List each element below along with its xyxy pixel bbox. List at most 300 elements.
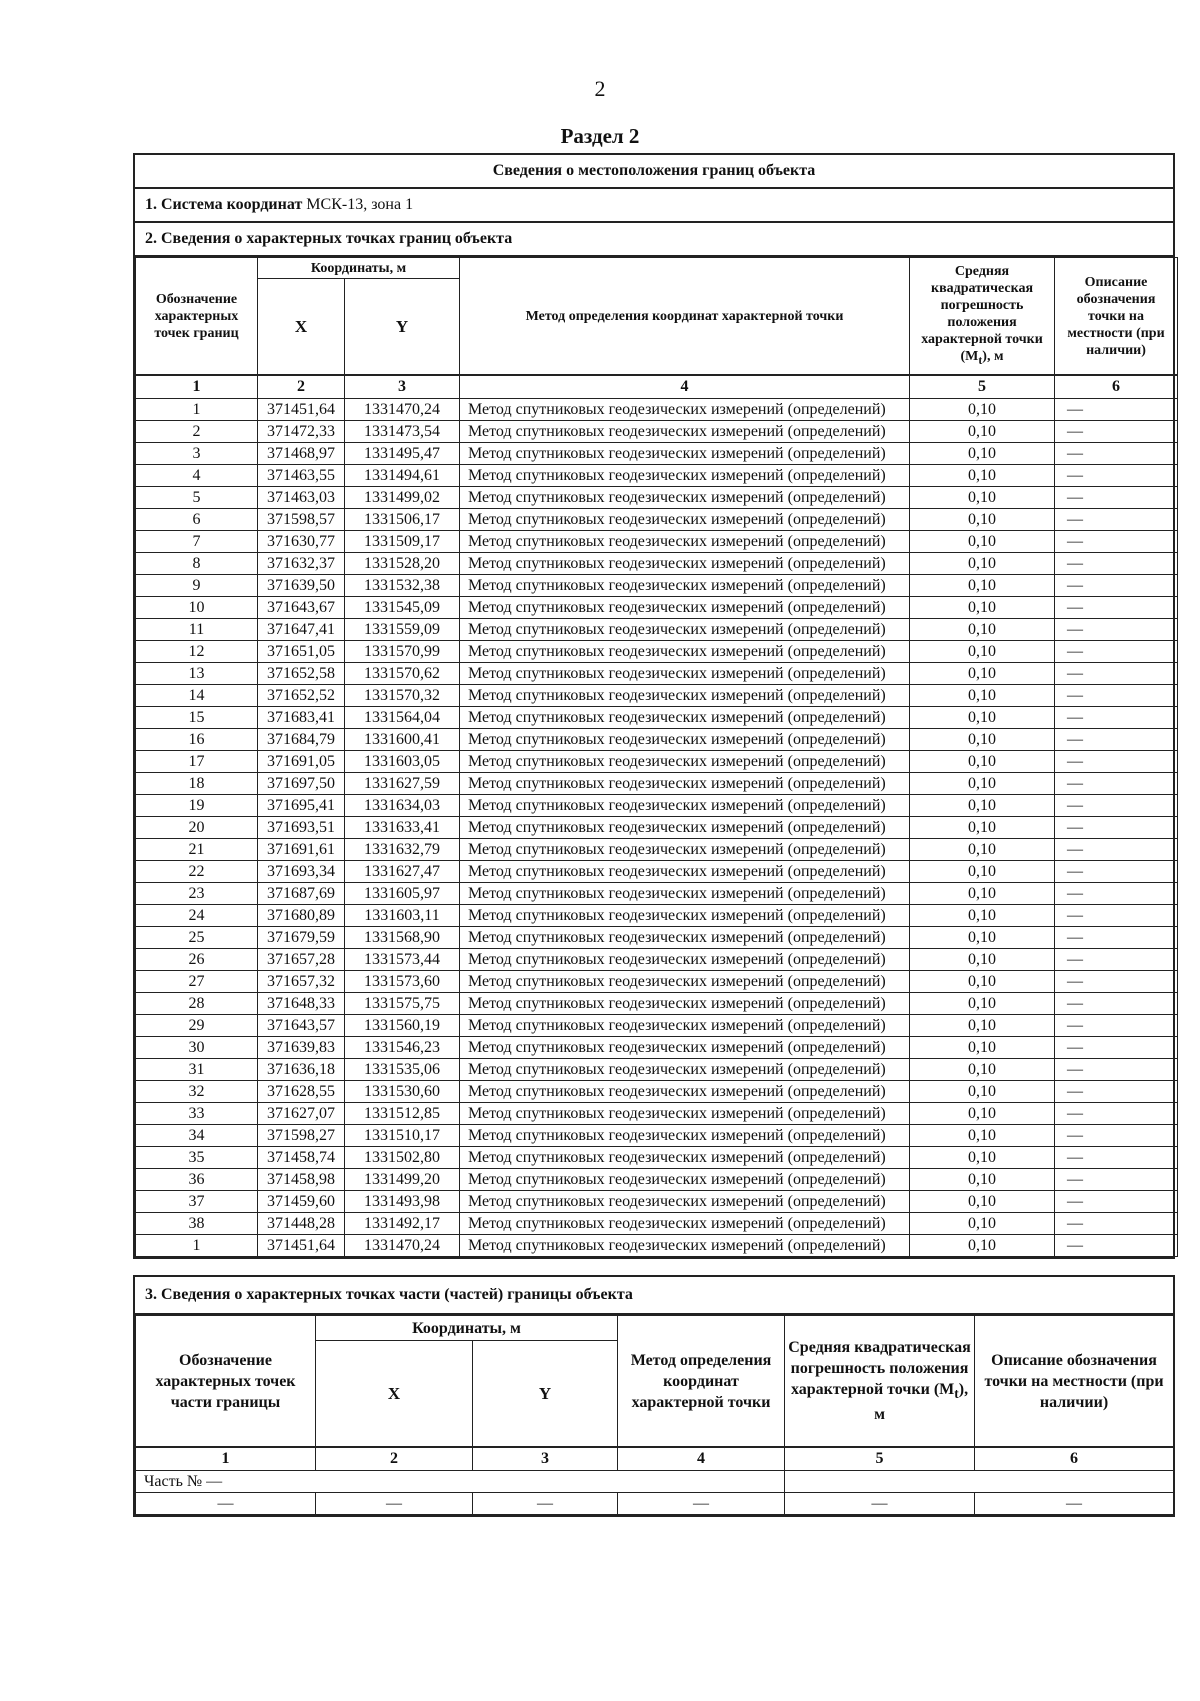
table-row — [136, 707, 1178, 729]
point-id: 1 — [136, 1235, 258, 1257]
point-method: Метод спутниковых геодезических измерений (определений) — [460, 839, 910, 861]
point-description: — — [1055, 883, 1178, 905]
point-accuracy: 0,10 — [910, 1147, 1055, 1169]
point-id: 28 — [136, 993, 258, 1015]
point-method: Метод спутниковых геодезических измерений (определений) — [460, 1125, 910, 1147]
point-method: Метод спутниковых геодезических измерений (определений) — [460, 1235, 910, 1257]
table-row — [136, 1147, 1178, 1169]
header-method: Метод определения координат характерной точки — [460, 258, 910, 376]
header-designation: Обозначение характерных точек границ — [136, 258, 258, 376]
point-method: Метод спутниковых геодезических измерений (определений) — [460, 553, 910, 575]
table-row — [136, 685, 1178, 707]
table-row — [136, 795, 1178, 817]
parts-column-numbers-row — [136, 1447, 1174, 1471]
header-accuracy: Средняя квадратическая погрешность положения характерной точки $(M_t)$, м — [910, 258, 1055, 376]
table-row — [136, 575, 1178, 597]
point-x: 371697,50 — [258, 773, 345, 795]
point-id: 12 — [136, 641, 258, 663]
point-y: 1331499,20 — [345, 1169, 460, 1191]
point-description: — — [1055, 443, 1178, 465]
point-id: 36 — [136, 1169, 258, 1191]
point-x: 371472,33 — [258, 421, 345, 443]
point-accuracy: 0,10 — [910, 905, 1055, 927]
point-id: 8 — [136, 553, 258, 575]
point-x: 371459,60 — [258, 1191, 345, 1213]
point-accuracy: 0,10 — [910, 1037, 1055, 1059]
col-number: 5 — [910, 375, 1055, 399]
point-description: — — [1055, 1081, 1178, 1103]
point-method: Метод спутниковых геодезических измерений (определений) — [460, 795, 910, 817]
point-y: 1331570,99 — [345, 641, 460, 663]
table-row — [136, 773, 1178, 795]
point-id: 17 — [136, 751, 258, 773]
coord-system-value: МСК-13, зона 1 — [306, 196, 414, 213]
point-y: 1331502,80 — [345, 1147, 460, 1169]
column-numbers-row — [136, 375, 1178, 399]
point-accuracy: 0,10 — [910, 1059, 1055, 1081]
point-id: 20 — [136, 817, 258, 839]
point-y: 1331535,06 — [345, 1059, 460, 1081]
point-id: 30 — [136, 1037, 258, 1059]
point-x: 371643,67 — [258, 597, 345, 619]
point-method: Метод спутниковых геодезических измерений (определений) — [460, 707, 910, 729]
point-x: 371679,59 — [258, 927, 345, 949]
point-accuracy: 0,10 — [910, 1103, 1055, 1125]
point-x: 371628,55 — [258, 1081, 345, 1103]
parts-table — [135, 1315, 1174, 1515]
point-description: — — [1055, 685, 1178, 707]
table-row — [136, 443, 1178, 465]
point-method: Метод спутниковых геодезических измерений (определений) — [460, 509, 910, 531]
point-description: — — [1055, 949, 1178, 971]
point-accuracy: 0,10 — [910, 531, 1055, 553]
table-row — [136, 619, 1178, 641]
table-row — [136, 1235, 1178, 1257]
point-x: 371632,37 — [258, 553, 345, 575]
point-id: 16 — [136, 729, 258, 751]
point-accuracy: 0,10 — [910, 399, 1055, 421]
table-row — [136, 905, 1178, 927]
parts-header-x: X — [316, 1341, 473, 1448]
col-number: 1 — [136, 375, 258, 399]
point-x: 371451,64 — [258, 1235, 345, 1257]
point-method: Метод спутниковых геодезических измерений (определений) — [460, 817, 910, 839]
point-description: — — [1055, 817, 1178, 839]
point-id: 6 — [136, 509, 258, 531]
point-description: — — [1055, 641, 1178, 663]
point-accuracy: 0,10 — [910, 751, 1055, 773]
table-row — [136, 839, 1178, 861]
point-x: 371652,52 — [258, 685, 345, 707]
point-description: — — [1055, 795, 1178, 817]
table-row — [136, 487, 1178, 509]
point-accuracy: 0,10 — [910, 421, 1055, 443]
point-y: 1331528,20 — [345, 553, 460, 575]
point-method: Метод спутниковых геодезических измерений (определений) — [460, 883, 910, 905]
dash-cell: — — [975, 1493, 1174, 1515]
point-accuracy: 0,10 — [910, 1169, 1055, 1191]
point-y: 1331510,17 — [345, 1125, 460, 1147]
point-description: — — [1055, 1213, 1178, 1235]
coord-system-row — [135, 189, 1173, 223]
point-description: — — [1055, 707, 1178, 729]
point-y: 1331559,09 — [345, 619, 460, 641]
parts-info-block — [133, 1275, 1175, 1517]
point-x: 371687,69 — [258, 883, 345, 905]
point-x: 371683,41 — [258, 707, 345, 729]
table-row — [136, 993, 1178, 1015]
point-description: — — [1055, 553, 1178, 575]
point-id: 2 — [136, 421, 258, 443]
point-id: 10 — [136, 597, 258, 619]
point-accuracy: 0,10 — [910, 839, 1055, 861]
point-id: 21 — [136, 839, 258, 861]
point-accuracy: 0,10 — [910, 861, 1055, 883]
table-row — [136, 883, 1178, 905]
col-number: 2 — [258, 375, 345, 399]
point-id: 33 — [136, 1103, 258, 1125]
point-accuracy: 0,10 — [910, 927, 1055, 949]
point-description: — — [1055, 1147, 1178, 1169]
point-y: 1331573,60 — [345, 971, 460, 993]
parts-dash-row — [136, 1493, 1174, 1515]
point-x: 371468,97 — [258, 443, 345, 465]
point-x: 371652,58 — [258, 663, 345, 685]
point-method: Метод спутниковых геодезических измерений (определений) — [460, 751, 910, 773]
point-method: Метод спутниковых геодезических измерений (определений) — [460, 1191, 910, 1213]
point-description: — — [1055, 861, 1178, 883]
point-y: 1331632,79 — [345, 839, 460, 861]
table-row — [136, 1103, 1178, 1125]
point-y: 1331603,05 — [345, 751, 460, 773]
point-method: Метод спутниковых геодезических измерений (определений) — [460, 597, 910, 619]
point-x: 371458,98 — [258, 1169, 345, 1191]
points-table — [135, 257, 1178, 1257]
point-id: 1 — [136, 399, 258, 421]
point-id: 4 — [136, 465, 258, 487]
point-accuracy: 0,10 — [910, 949, 1055, 971]
point-x: 371643,57 — [258, 1015, 345, 1037]
point-id: 37 — [136, 1191, 258, 1213]
table-row — [136, 817, 1178, 839]
point-id: 26 — [136, 949, 258, 971]
point-accuracy: 0,10 — [910, 1081, 1055, 1103]
point-x: 371639,83 — [258, 1037, 345, 1059]
point-y: 1331506,17 — [345, 509, 460, 531]
point-accuracy: 0,10 — [910, 553, 1055, 575]
header-coords: Координаты, м — [258, 258, 460, 279]
point-y: 1331545,09 — [345, 597, 460, 619]
point-description: — — [1055, 1015, 1178, 1037]
point-y: 1331633,41 — [345, 817, 460, 839]
point-id: 38 — [136, 1213, 258, 1235]
point-description: — — [1055, 773, 1178, 795]
point-description: — — [1055, 509, 1178, 531]
point-method: Метод спутниковых геодезических измерений (определений) — [460, 399, 910, 421]
point-y: 1331509,17 — [345, 531, 460, 553]
point-x: 371639,50 — [258, 575, 345, 597]
table-row — [136, 971, 1178, 993]
point-description: — — [1055, 1103, 1178, 1125]
point-y: 1331575,75 — [345, 993, 460, 1015]
point-y: 1331570,32 — [345, 685, 460, 707]
section-title: Раздел 2 — [560, 124, 640, 148]
block-title: Сведения о местоположения границ объекта — [135, 155, 1173, 189]
point-accuracy: 0,10 — [910, 597, 1055, 619]
point-id: 34 — [136, 1125, 258, 1147]
point-y: 1331499,02 — [345, 487, 460, 509]
table-row — [136, 1169, 1178, 1191]
point-id: 22 — [136, 861, 258, 883]
point-id: 11 — [136, 619, 258, 641]
point-accuracy: 0,10 — [910, 685, 1055, 707]
table-row — [136, 597, 1178, 619]
point-accuracy: 0,10 — [910, 971, 1055, 993]
parts-header-designation: Обозначение характерных точек части границы — [136, 1316, 316, 1448]
point-id: 14 — [136, 685, 258, 707]
point-id: 19 — [136, 795, 258, 817]
point-method: Метод спутниковых геодезических измерений (определений) — [460, 927, 910, 949]
parts-header-method: Метод определения координат характерной точки — [618, 1316, 785, 1448]
point-accuracy: 0,10 — [910, 993, 1055, 1015]
point-x: 371647,41 — [258, 619, 345, 641]
point-id: 24 — [136, 905, 258, 927]
point-x: 371680,89 — [258, 905, 345, 927]
dash-cell: — — [316, 1493, 473, 1515]
point-method: Метод спутниковых геодезических измерений (определений) — [460, 1059, 910, 1081]
table-row — [136, 399, 1178, 421]
point-method: Метод спутниковых геодезических измерений (определений) — [460, 1081, 910, 1103]
part-label: Часть № — — [136, 1471, 785, 1493]
point-x: 371463,03 — [258, 487, 345, 509]
point-y: 1331493,98 — [345, 1191, 460, 1213]
parts-header-accuracy: Средняя квадратическая погрешность положения характерной точки $(M_t)$, м — [785, 1316, 975, 1448]
point-description: — — [1055, 1059, 1178, 1081]
point-method: Метод спутниковых геодезических измерений (определений) — [460, 861, 910, 883]
point-y: 1331634,03 — [345, 795, 460, 817]
table-row — [136, 861, 1178, 883]
point-x: 371691,61 — [258, 839, 345, 861]
point-accuracy: 0,10 — [910, 465, 1055, 487]
point-x: 371458,74 — [258, 1147, 345, 1169]
table-row — [136, 663, 1178, 685]
point-accuracy: 0,10 — [910, 575, 1055, 597]
header-x: X — [258, 279, 345, 376]
parts-header-coords: Координаты, м — [316, 1316, 618, 1341]
table-row — [136, 1059, 1178, 1081]
boundary-info-block — [133, 153, 1175, 1259]
point-id: 27 — [136, 971, 258, 993]
point-accuracy: 0,10 — [910, 619, 1055, 641]
point-description: — — [1055, 1125, 1178, 1147]
point-accuracy: 0,10 — [910, 1191, 1055, 1213]
parts-header-description: Описание обозначения точки на местности (при наличии) — [975, 1316, 1174, 1448]
point-x: 371651,05 — [258, 641, 345, 663]
table-row — [136, 1191, 1178, 1213]
point-method: Метод спутниковых геодезических измерений (определений) — [460, 1213, 910, 1235]
point-id: 7 — [136, 531, 258, 553]
point-x: 371691,05 — [258, 751, 345, 773]
point-y: 1331568,90 — [345, 927, 460, 949]
point-id: 31 — [136, 1059, 258, 1081]
dash-cell: — — [618, 1493, 785, 1515]
point-id: 15 — [136, 707, 258, 729]
point-method: Метод спутниковых геодезических измерений (определений) — [460, 1169, 910, 1191]
point-y: 1331495,47 — [345, 443, 460, 465]
point-x: 371627,07 — [258, 1103, 345, 1125]
point-method: Метод спутниковых геодезических измерений (определений) — [460, 685, 910, 707]
point-method: Метод спутниковых геодезических измерений (определений) — [460, 465, 910, 487]
point-y: 1331627,59 — [345, 773, 460, 795]
point-description: — — [1055, 399, 1178, 421]
point-description: — — [1055, 751, 1178, 773]
point-accuracy: 0,10 — [910, 509, 1055, 531]
point-y: 1331532,38 — [345, 575, 460, 597]
point-id: 13 — [136, 663, 258, 685]
col-number: 2 — [316, 1447, 473, 1471]
point-method: Метод спутниковых геодезических измерений (определений) — [460, 1147, 910, 1169]
point-id: 25 — [136, 927, 258, 949]
table-row — [136, 927, 1178, 949]
point-method: Метод спутниковых геодезических измерений (определений) — [460, 773, 910, 795]
col-number: 4 — [460, 375, 910, 399]
point-id: 35 — [136, 1147, 258, 1169]
point-x: 371648,33 — [258, 993, 345, 1015]
point-y: 1331573,44 — [345, 949, 460, 971]
dash-cell: — — [785, 1493, 975, 1515]
point-id: 32 — [136, 1081, 258, 1103]
point-y: 1331512,85 — [345, 1103, 460, 1125]
table-row — [136, 1081, 1178, 1103]
point-x: 371463,55 — [258, 465, 345, 487]
point-x: 371657,28 — [258, 949, 345, 971]
point-y: 1331470,24 — [345, 1235, 460, 1257]
point-x: 371630,77 — [258, 531, 345, 553]
point-id: 9 — [136, 575, 258, 597]
dash-cell: — — [136, 1493, 316, 1515]
point-accuracy: 0,10 — [910, 1015, 1055, 1037]
point-y: 1331473,54 — [345, 421, 460, 443]
point-accuracy: 0,10 — [910, 773, 1055, 795]
point-description: — — [1055, 575, 1178, 597]
point-method: Метод спутниковых геодезических измерений (определений) — [460, 443, 910, 465]
point-method: Метод спутниковых геодезических измерений (определений) — [460, 971, 910, 993]
point-accuracy: 0,10 — [910, 707, 1055, 729]
point-description: — — [1055, 1037, 1178, 1059]
table-row — [136, 1213, 1178, 1235]
point-method: Метод спутниковых геодезических измерений (определений) — [460, 641, 910, 663]
point-y: 1331570,62 — [345, 663, 460, 685]
col-number: 4 — [618, 1447, 785, 1471]
point-description: — — [1055, 487, 1178, 509]
parts-header-y: Y — [473, 1341, 618, 1448]
point-method: Метод спутниковых геодезических измерений (определений) — [460, 1037, 910, 1059]
point-x: 371448,28 — [258, 1213, 345, 1235]
point-y: 1331530,60 — [345, 1081, 460, 1103]
points-section-title: 2. Сведения о характерных точках границ объекта — [135, 223, 1173, 257]
point-y: 1331600,41 — [345, 729, 460, 751]
table-row — [136, 949, 1178, 971]
point-accuracy: 0,10 — [910, 663, 1055, 685]
point-accuracy: 0,10 — [910, 1125, 1055, 1147]
point-description: — — [1055, 1191, 1178, 1213]
point-y: 1331494,61 — [345, 465, 460, 487]
point-method: Метод спутниковых геодезических измерений (определений) — [460, 531, 910, 553]
point-y: 1331560,19 — [345, 1015, 460, 1037]
point-accuracy: 0,10 — [910, 487, 1055, 509]
point-description: — — [1055, 729, 1178, 751]
point-description: — — [1055, 993, 1178, 1015]
point-method: Метод спутниковых геодезических измерений (определений) — [460, 663, 910, 685]
dash-cell: — — [473, 1493, 618, 1515]
point-x: 371636,18 — [258, 1059, 345, 1081]
point-id: 18 — [136, 773, 258, 795]
table-row — [136, 1037, 1178, 1059]
point-method: Метод спутниковых геодезических измерений (определений) — [460, 729, 910, 751]
table-row — [136, 1125, 1178, 1147]
table-row — [136, 1015, 1178, 1037]
table-row — [136, 465, 1178, 487]
point-y: 1331546,23 — [345, 1037, 460, 1059]
part-label-row — [136, 1471, 1174, 1493]
point-method: Метод спутниковых геодезических измерений (определений) — [460, 949, 910, 971]
point-y: 1331492,17 — [345, 1213, 460, 1235]
table-row — [136, 553, 1178, 575]
table-row — [136, 751, 1178, 773]
point-y: 1331603,11 — [345, 905, 460, 927]
point-description: — — [1055, 421, 1178, 443]
point-accuracy: 0,10 — [910, 641, 1055, 663]
point-id: 3 — [136, 443, 258, 465]
header-description: Описание обозначения точки на местности (при наличии) — [1055, 258, 1178, 376]
point-description: — — [1055, 1169, 1178, 1191]
point-x: 371657,32 — [258, 971, 345, 993]
point-accuracy: 0,10 — [910, 1213, 1055, 1235]
point-description: — — [1055, 905, 1178, 927]
point-description: — — [1055, 597, 1178, 619]
table-row — [136, 421, 1178, 443]
point-description: — — [1055, 465, 1178, 487]
col-number: 5 — [785, 1447, 975, 1471]
point-accuracy: 0,10 — [910, 729, 1055, 751]
point-method: Метод спутниковых геодезических измерений (определений) — [460, 993, 910, 1015]
page-number: 2 — [594, 76, 606, 101]
point-method: Метод спутниковых геодезических измерений (определений) — [460, 619, 910, 641]
col-number: 3 — [345, 375, 460, 399]
point-x: 371598,57 — [258, 509, 345, 531]
point-accuracy: 0,10 — [910, 795, 1055, 817]
point-id: 5 — [136, 487, 258, 509]
col-number: 6 — [975, 1447, 1174, 1471]
point-method: Метод спутниковых геодезических измерений (определений) — [460, 575, 910, 597]
point-description: — — [1055, 531, 1178, 553]
point-id: 23 — [136, 883, 258, 905]
point-x: 371693,51 — [258, 817, 345, 839]
table-row — [136, 531, 1178, 553]
point-y: 1331564,04 — [345, 707, 460, 729]
point-y: 1331470,24 — [345, 399, 460, 421]
parts-section-title: 3. Сведения о характерных точках части (частей) границы объекта — [135, 1277, 1173, 1315]
point-method: Метод спутниковых геодезических измерений (определений) — [460, 905, 910, 927]
point-x: 371693,34 — [258, 861, 345, 883]
table-row — [136, 509, 1178, 531]
coord-system-label: 1. Система координат — [145, 196, 303, 213]
point-x: 371684,79 — [258, 729, 345, 751]
point-description: — — [1055, 619, 1178, 641]
point-y: 1331627,47 — [345, 861, 460, 883]
point-method: Метод спутниковых геодезических измерений (определений) — [460, 487, 910, 509]
point-description: — — [1055, 839, 1178, 861]
